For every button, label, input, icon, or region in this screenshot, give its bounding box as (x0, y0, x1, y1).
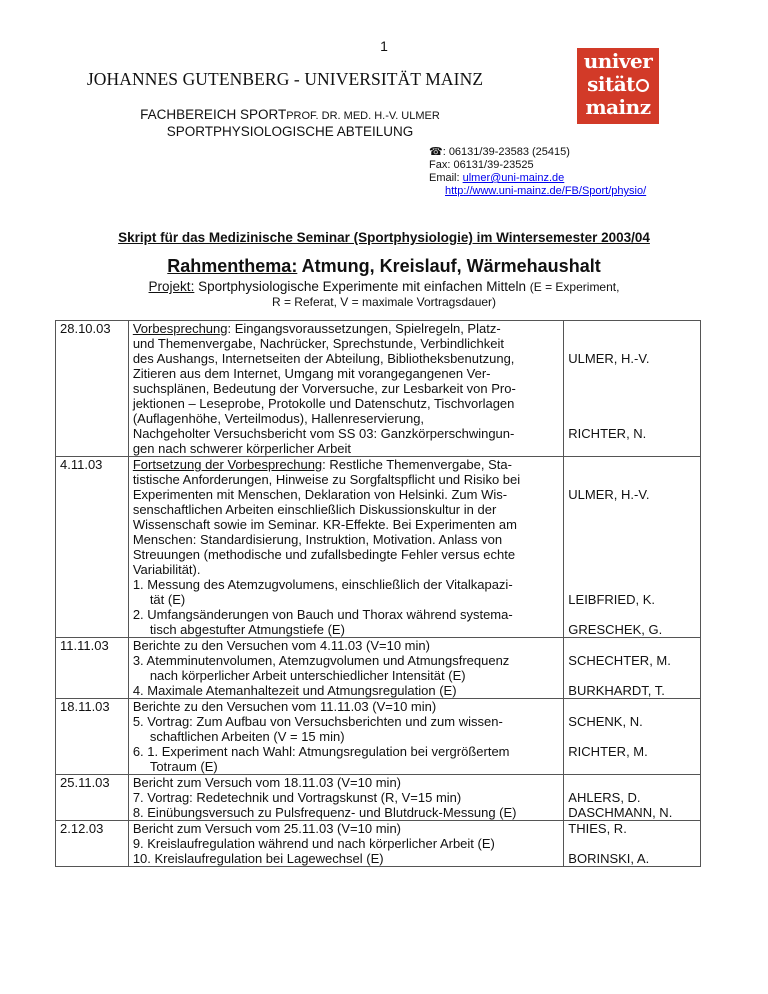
presenter-name (568, 836, 696, 851)
line-text: 5. Vortrag: Zum Aufbau von Versuchsberichten und zum wissen- (132, 714, 503, 729)
presenter-name (568, 729, 696, 744)
legend-line-1: (E = Experiment, (529, 280, 620, 294)
schedule-row (56, 638, 701, 699)
phone-number: : 06131/39-23583 (25415) (442, 146, 570, 158)
description-line (133, 366, 559, 381)
presenter-name: DASCHMANN, N. (568, 805, 673, 820)
main-topic (0, 256, 768, 277)
description-line (133, 396, 559, 411)
presenter-name: SCHECHTER, M. (568, 653, 671, 668)
presenter-name (568, 381, 696, 396)
legend-line-2: R = Referat, V = maximale Vortragsdauer) (271, 295, 497, 309)
presenter-name (568, 517, 696, 532)
line-text: 1. Messung des Atemzugvolumens, einschließlich der Vitalkapazi- (132, 577, 513, 592)
description-line (133, 487, 559, 502)
session-presenters (564, 321, 701, 457)
session-description (128, 457, 563, 638)
description-line (133, 729, 559, 744)
line-text: 7. Vortrag: Redetechnik und Vortragskunst (R, V=15 min) (132, 790, 462, 805)
main-topic-label: Rahmenthema: (167, 256, 298, 276)
line-text: Bericht zum Versuch vom 25.11.03 (V=10 min) (132, 821, 402, 836)
presenter-name (568, 607, 696, 622)
logo-line-2: sität (587, 72, 635, 96)
line-text: 4. Maximale Atemanhaltezeit und Atmungsregulation (E) (132, 683, 457, 698)
line-text: des Aushangs, Internetseiten der Abteilung, Bibliotheksbenutzung, (132, 351, 515, 366)
description-line (133, 653, 559, 668)
presenter-name (568, 336, 696, 351)
presenter-name (568, 321, 696, 336)
project-label: Projekt: (148, 279, 195, 294)
line-text: Zitieren aus dem Internet, Umgang mit vorangegangenen Ver- (132, 366, 491, 381)
description-line (133, 532, 559, 547)
line-text: Berichte zu den Versuchen vom 11.11.03 (V=10 min) (132, 699, 437, 714)
department-name: FACHBEREICH SPORT (140, 107, 287, 122)
description-line (133, 351, 559, 366)
line-text: 10. Kreislaufregulation bei Lagewechsel (E) (132, 851, 384, 866)
presenter-name: BORINSKI, A. (568, 851, 650, 866)
description-line (133, 622, 559, 637)
line-text: Totraum (E) (149, 759, 218, 774)
description-line (133, 851, 559, 866)
line-text: 3. Atemminutenvolumen, Atemzugvolumen und Atmungsfrequenz (132, 653, 510, 668)
professor-name: PROF. DR. MED. H.-V. ULMER (286, 110, 440, 122)
department-block (120, 107, 460, 140)
line-text: gen nach schwerer körperlicher Arbeit (132, 441, 352, 456)
presenter-name: AHLERS, D. (568, 790, 641, 805)
project-description (0, 279, 768, 310)
description-line (133, 775, 559, 790)
description-line (133, 607, 559, 622)
session-date: 25.11.03 (56, 775, 129, 821)
schedule-row (56, 321, 701, 457)
session-date: 2.12.03 (56, 821, 129, 867)
session-date: 18.11.03 (56, 699, 129, 775)
line-text: Bericht zum Versuch vom 18.11.03 (V=10 min) (132, 775, 402, 790)
description-line (133, 441, 559, 456)
line-text: suchsplänen, Bedeutung der Vorversuche, zur Lesbarkeit von Pro- (132, 381, 516, 396)
presenter-name (568, 411, 696, 426)
session-presenters (564, 821, 701, 867)
description-line (133, 699, 559, 714)
session-date: 4.11.03 (56, 457, 129, 638)
presenter-name (568, 472, 696, 487)
presenter-name: GRESCHEK, G. (568, 622, 663, 637)
line-text: Wissenschaft sowie im Seminar. KR-Effekte. Bei Experimenten am (132, 517, 517, 532)
topic-heading: Vorbesprechung (132, 321, 228, 336)
presenter-name (568, 396, 696, 411)
presenter-name: BURKHARDT, T. (568, 683, 665, 698)
description-line (133, 836, 559, 851)
line-text: Berichte zu den Versuchen vom 4.11.03 (V=10 min) (132, 638, 430, 653)
line-text: Variabilität). (132, 562, 201, 577)
description-line (133, 472, 559, 487)
university-logo (577, 48, 659, 124)
presenter-name: RICHTER, N. (568, 426, 647, 441)
description-line (133, 592, 559, 607)
presenter-name: LEIBFRIED, K. (568, 592, 655, 607)
logo-line-1: univer (583, 49, 653, 73)
line-text: Menschen: Standardisierung, Instruktion, Motivation. Anlass von (132, 532, 503, 547)
session-presenters (564, 457, 701, 638)
presenter-name (568, 562, 696, 577)
line-text: Experimenten mit Menschen, Deklaration von Helsinki. Zum Wis- (132, 487, 508, 502)
line-text: Nachgeholter Versuchsbericht vom SS 03: Ganzkörperschwingun- (132, 426, 515, 441)
line-text: Streuungen (methodische und zufallsbedingte Fehler versus echte (132, 547, 516, 562)
fax-number: Fax: 06131/39-23525 (429, 159, 534, 171)
description-line (133, 744, 559, 759)
session-date: 11.11.03 (56, 638, 129, 699)
contact-block (429, 146, 646, 198)
project-text: Sportphysiologische Experimente mit einfachen Mitteln (194, 279, 530, 294)
script-title: Skript für das Medizinische Seminar (Sportphysiologie) im Wintersemester 2003/04 (118, 230, 650, 245)
logo-line-3: mainz (585, 95, 651, 119)
session-description (128, 775, 563, 821)
presenter-name (568, 577, 696, 592)
presenter-name (568, 441, 696, 456)
email-label: Email: (429, 172, 463, 184)
description-line (133, 638, 559, 653)
presenter-name (568, 699, 696, 714)
description-line (133, 321, 559, 336)
description-line (133, 577, 559, 592)
line-text: (Auflagenhöhe, Verteilmodus), Hallenreservierung, (132, 411, 425, 426)
description-line (133, 336, 559, 351)
description-line (133, 502, 559, 517)
presenter-name (568, 502, 696, 517)
session-description (128, 321, 563, 457)
wheel-icon (636, 79, 649, 92)
session-description (128, 821, 563, 867)
schedule-table (55, 320, 701, 867)
description-line (133, 457, 559, 472)
presenter-name: ULMER, H.-V. (568, 351, 650, 366)
line-text: 6. 1. Experiment nach Wahl: Atmungsregulation bei vergrößertem (132, 744, 510, 759)
description-line (133, 805, 559, 820)
line-text: 2. Umfangsänderungen von Bauch und Thorax während systema- (132, 607, 513, 622)
schedule-row (56, 821, 701, 867)
line-text: : Restliche Themenvergabe, Sta- (322, 457, 512, 472)
session-presenters (564, 638, 701, 699)
email-link[interactable]: ulmer@uni-mainz.de (462, 172, 565, 184)
description-line (133, 562, 559, 577)
line-text: tistische Anforderungen, Hinweise zu Sorgfaltspflicht und Risiko bei (132, 472, 521, 487)
page-number: 1 (380, 38, 388, 54)
phone-icon: ☎ (429, 146, 443, 158)
presenter-name (568, 366, 696, 381)
session-presenters (564, 775, 701, 821)
presenter-name (568, 775, 696, 790)
topic-heading: Fortsetzung der Vorbesprechung (132, 457, 323, 472)
line-text: : Eingangsvoraussetzungen, Spielregeln, Platz- (227, 321, 501, 336)
presenter-name (568, 668, 696, 683)
schedule-row (56, 699, 701, 775)
website-link[interactable]: http://www.uni-mainz.de/FB/Sport/physio/ (445, 185, 647, 197)
session-date: 28.10.03 (56, 321, 129, 457)
line-text: senschaftlichen Arbeiten einschließlich Diskussionskultur in der (132, 502, 497, 517)
presenter-name (568, 532, 696, 547)
main-topic-text: Atmung, Kreislauf, Wärmehaushalt (297, 256, 601, 276)
description-line (133, 759, 559, 774)
line-text: 9. Kreislaufregulation während und nach körperlicher Arbeit (E) (132, 836, 495, 851)
division-name: SPORTPHYSIOLOGISCHE ABTEILUNG (166, 124, 414, 139)
schedule-row (56, 775, 701, 821)
presenter-name (568, 759, 696, 774)
presenter-name: SCHENK, N. (568, 714, 643, 729)
session-description (128, 638, 563, 699)
description-line (133, 683, 559, 698)
description-line (133, 381, 559, 396)
schedule-row (56, 457, 701, 638)
description-line (133, 411, 559, 426)
line-text: tät (E) (149, 592, 186, 607)
presenter-name (568, 547, 696, 562)
description-line (133, 426, 559, 441)
presenter-name: RICHTER, M. (568, 744, 648, 759)
presenter-name: ULMER, H.-V. (568, 487, 650, 502)
presenter-name (568, 638, 696, 653)
line-text: und Themenvergabe, Nachrücker, Sprechstunde, Verbindlichkeit (132, 336, 505, 351)
description-line (133, 790, 559, 805)
description-line (133, 517, 559, 532)
session-presenters (564, 699, 701, 775)
presenter-name (568, 457, 696, 472)
description-line (133, 714, 559, 729)
presenter-name: THIES, R. (568, 821, 627, 836)
line-text: 8. Einübungsversuch zu Pulsfrequenz- und Blutdruck-Messung (E) (132, 805, 517, 820)
line-text: nach körperlicher Arbeit unterschiedlicher Intensität (E) (149, 668, 466, 683)
line-text: schaftlichen Arbeiten (V = 15 min) (149, 729, 345, 744)
description-line (133, 547, 559, 562)
description-line (133, 821, 559, 836)
description-line (133, 668, 559, 683)
line-text: tisch abgestufter Atmungstiefe (E) (149, 622, 345, 637)
session-description (128, 699, 563, 775)
university-title: JOHANNES GUTENBERG - UNIVERSITÄT MAINZ (86, 69, 484, 89)
line-text: jektionen – Leseprobe, Protokolle und Datenschutz, Tischvorlagen (132, 396, 515, 411)
